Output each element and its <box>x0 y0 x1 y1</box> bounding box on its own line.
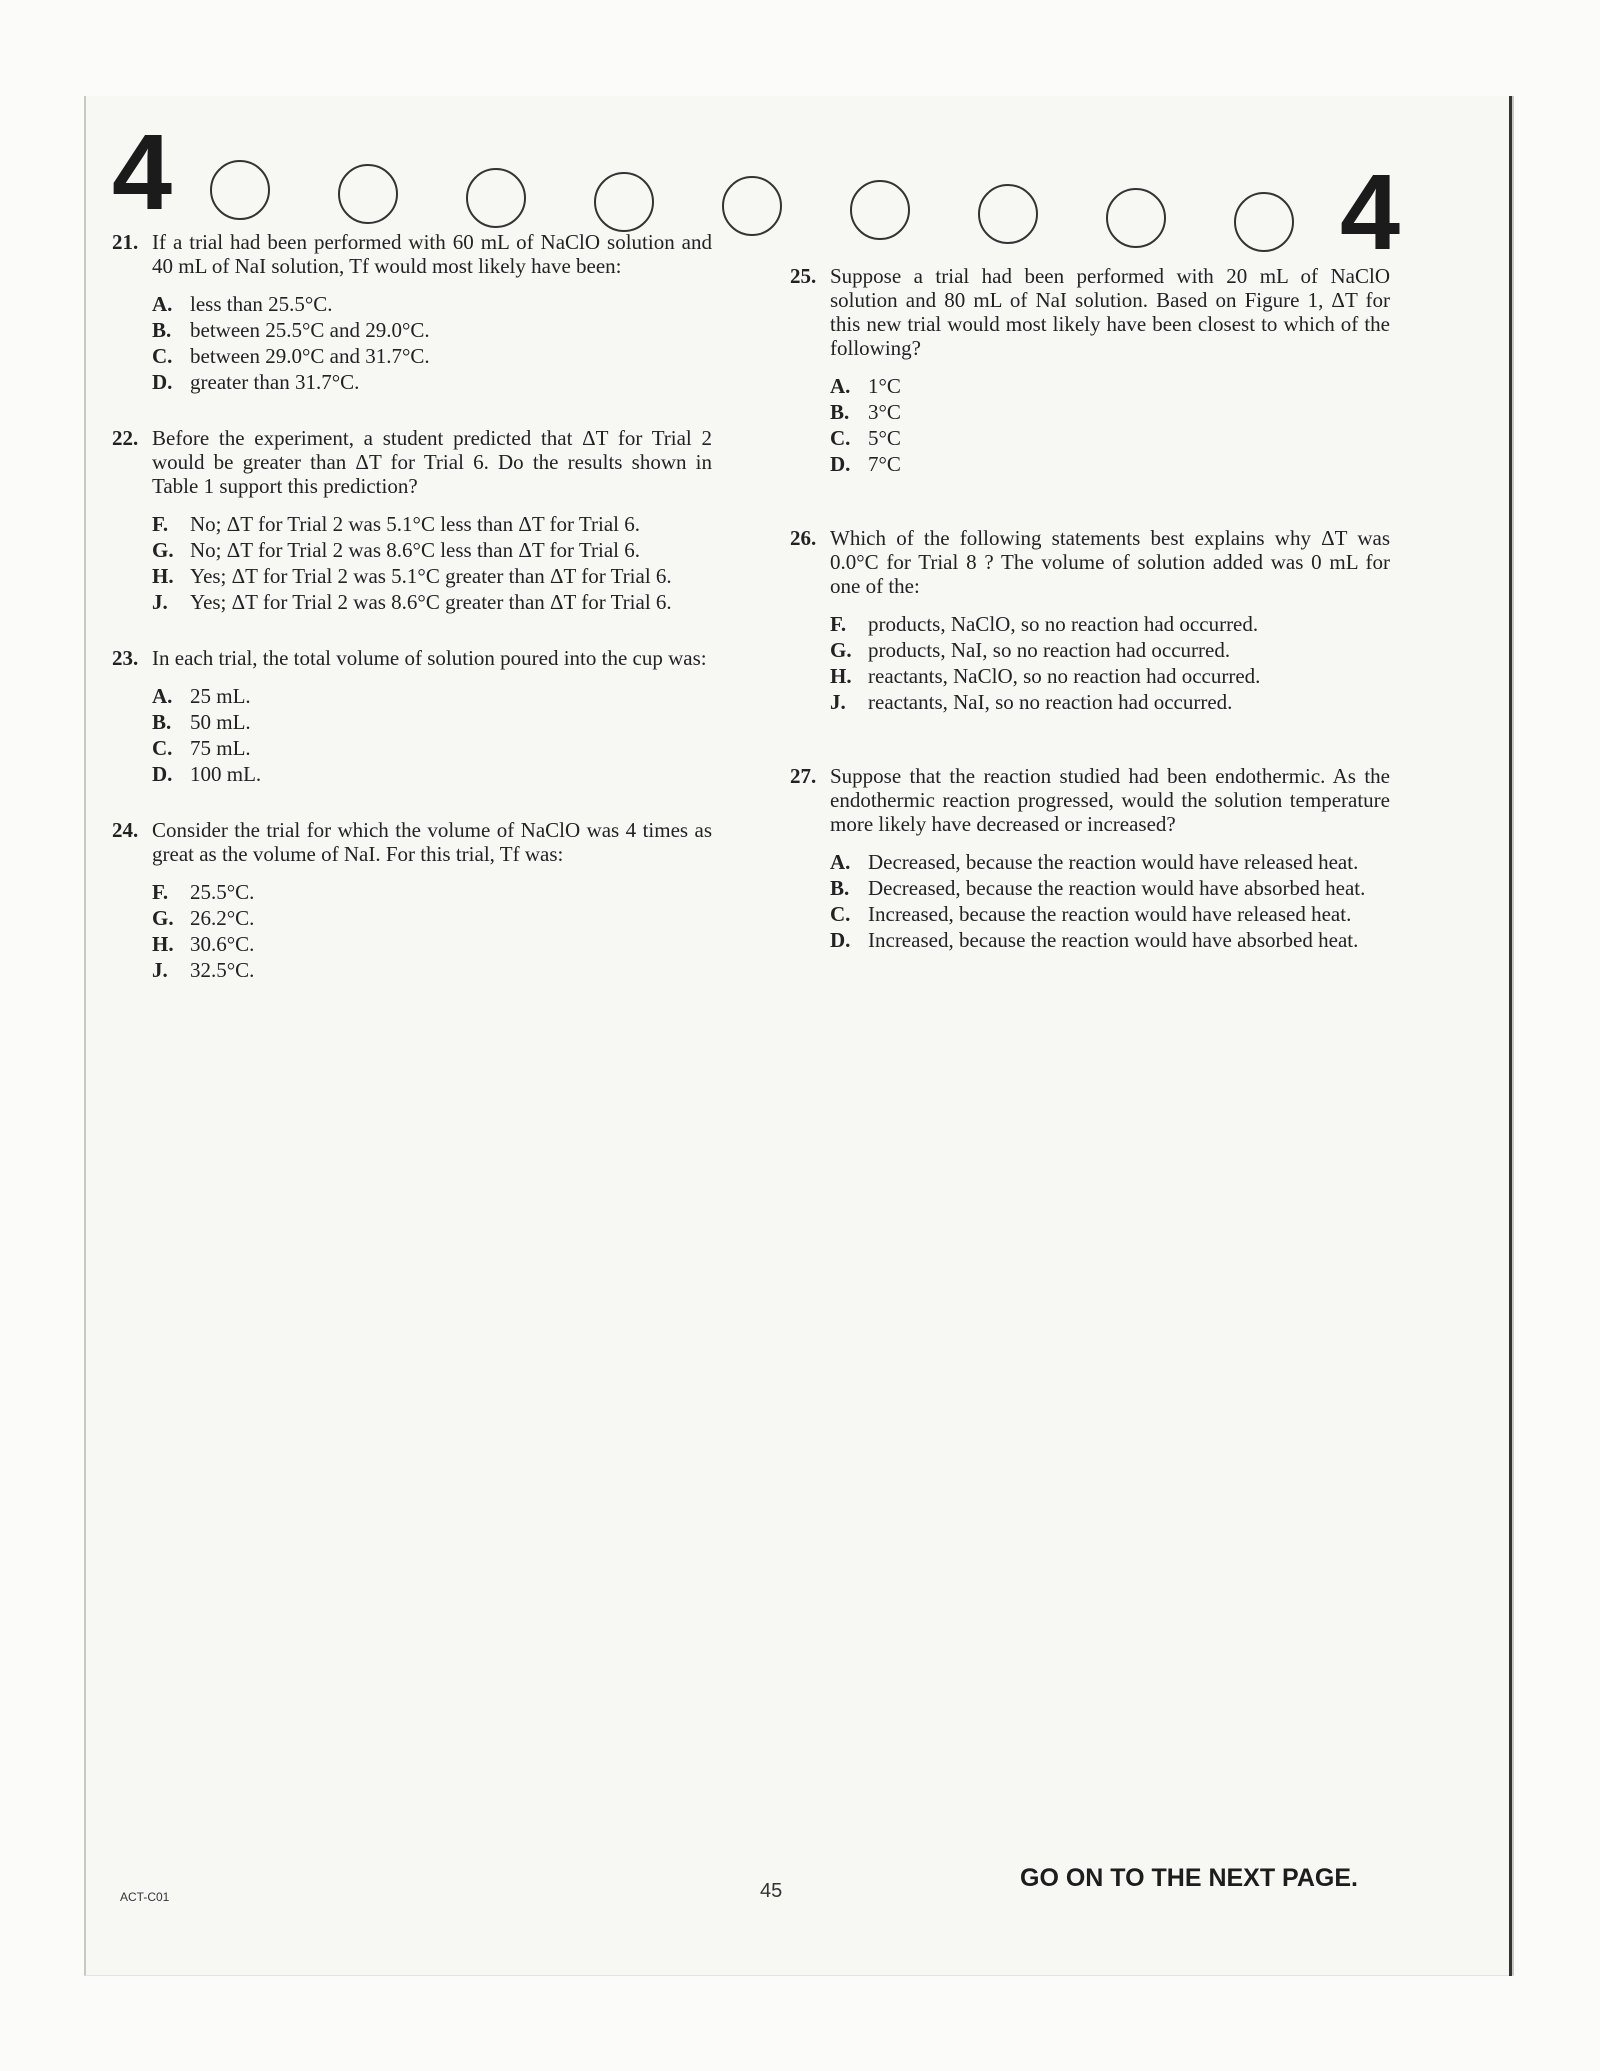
question-24 <box>112 818 712 982</box>
choice-letter: B. <box>830 876 850 900</box>
answer-choice[interactable] <box>152 762 712 786</box>
choice-text: between 29.0°C and 31.7°C. <box>190 344 430 368</box>
choice-text: Yes; ΔT for Trial 2 was 5.1°C greater than ΔT for Trial 6. <box>190 564 672 588</box>
choice-text: greater than 31.7°C. <box>190 370 360 394</box>
choice-text: products, NaClO, so no reaction had occurred. <box>868 612 1259 636</box>
header-circle <box>1234 192 1294 252</box>
header-circle <box>594 172 654 232</box>
choice-letter: C. <box>830 902 851 926</box>
choice-text: 3°C <box>868 400 901 424</box>
question-number: 26. <box>790 526 817 550</box>
choice-text: reactants, NaClO, so no reaction had occurred. <box>868 664 1261 688</box>
answer-choices <box>830 612 1390 714</box>
choice-text: Decreased, because the reaction would have released heat. <box>868 850 1359 874</box>
choice-text: 30.6°C. <box>190 932 255 956</box>
header-circle <box>210 160 270 220</box>
choice-letter: B. <box>152 318 172 342</box>
question-text: Suppose a trial had been performed with 20 mL of NaClO solution and 80 mL of NaI solution. Based on Figure 1, ΔT for this new trial would most likely have been closest to which of the following? <box>830 264 1390 360</box>
answer-choice[interactable] <box>152 564 712 588</box>
question-number: 22. <box>112 426 139 450</box>
answer-choice[interactable] <box>830 452 1390 476</box>
choice-letter: F. <box>152 880 169 904</box>
choice-letter: D. <box>830 452 851 476</box>
question-number: 21. <box>112 230 139 254</box>
answer-choice[interactable] <box>152 370 712 394</box>
choice-letter: G. <box>830 638 852 662</box>
section-number-right: 4 <box>1340 151 1401 272</box>
choice-letter: C. <box>830 426 851 450</box>
answer-choice[interactable] <box>152 590 712 614</box>
answer-choices <box>830 850 1390 952</box>
question-23 <box>112 646 712 786</box>
answer-choice[interactable] <box>830 876 1390 900</box>
question-stem <box>112 426 712 498</box>
choice-letter: G. <box>152 906 174 930</box>
choice-text: 5°C <box>868 426 901 450</box>
choice-letter: F. <box>152 512 169 536</box>
question-stem <box>790 526 1390 598</box>
answer-choice[interactable] <box>830 690 1390 714</box>
answer-choice[interactable] <box>830 638 1390 662</box>
choice-letter: B. <box>830 400 850 424</box>
question-stem <box>790 764 1390 836</box>
answer-choice[interactable] <box>830 374 1390 398</box>
choice-text: Increased, because the reaction would have released heat. <box>868 902 1352 926</box>
choice-letter: A. <box>152 684 173 708</box>
question-26 <box>790 526 1390 714</box>
answer-choice[interactable] <box>152 880 712 904</box>
section-number-left: 4 <box>112 111 173 232</box>
header-circle <box>338 164 398 224</box>
answer-choice[interactable] <box>830 664 1390 688</box>
next-page-instruction: GO ON TO THE NEXT PAGE. <box>1020 1864 1359 1892</box>
answer-choices <box>152 512 712 614</box>
choice-text: 25.5°C. <box>190 880 255 904</box>
right-column <box>790 264 1390 984</box>
header-circle <box>722 176 782 236</box>
choice-letter: A. <box>830 850 851 874</box>
choice-text: 50 mL. <box>190 710 251 734</box>
question-stem <box>112 230 712 278</box>
answer-choice[interactable] <box>152 684 712 708</box>
form-code: ACT-C01 <box>120 1890 170 1904</box>
choice-text: reactants, NaI, so no reaction had occurred. <box>868 690 1233 714</box>
choice-text: No; ΔT for Trial 2 was 5.1°C less than ΔT for Trial 6. <box>190 512 640 536</box>
question-22 <box>112 426 712 614</box>
choice-letter: A. <box>830 374 851 398</box>
question-number: 24. <box>112 818 139 842</box>
header-circle <box>1106 188 1166 248</box>
choice-text: products, NaI, so no reaction had occurred. <box>868 638 1231 662</box>
page-number: 45 <box>760 1880 783 1902</box>
question-stem <box>112 818 712 866</box>
answer-choice[interactable] <box>152 292 712 316</box>
answer-choices <box>152 292 712 394</box>
choice-letter: F. <box>830 612 847 636</box>
choice-letter: H. <box>830 664 852 688</box>
question-21 <box>112 230 712 394</box>
answer-choices <box>830 374 1390 476</box>
answer-choice[interactable] <box>830 612 1390 636</box>
choice-letter: C. <box>152 736 173 760</box>
choice-text: 1°C <box>868 374 901 398</box>
answer-choice[interactable] <box>152 906 712 930</box>
answer-choice[interactable] <box>830 850 1390 874</box>
header-circle <box>850 180 910 240</box>
choice-text: 7°C <box>868 452 901 476</box>
choice-letter: H. <box>152 932 174 956</box>
answer-choice[interactable] <box>152 318 712 342</box>
question-text: Before the experiment, a student predicted that ΔT for Trial 2 would be greater than ΔT for Trial 6. Do the results shown in Table 1 support this prediction? <box>152 426 712 498</box>
answer-choice[interactable] <box>830 928 1390 952</box>
choice-text: between 25.5°C and 29.0°C. <box>190 318 430 342</box>
answer-choice[interactable] <box>152 512 712 536</box>
left-column <box>112 230 712 1014</box>
question-stem <box>112 646 712 670</box>
answer-choice[interactable] <box>152 538 712 562</box>
question-number: 27. <box>790 764 817 788</box>
answer-choices <box>152 684 712 786</box>
answer-choice[interactable] <box>830 902 1390 926</box>
header-circle <box>466 168 526 228</box>
choice-text: Increased, because the reaction would have absorbed heat. <box>868 928 1359 952</box>
question-stem <box>790 264 1390 360</box>
answer-choices <box>152 880 712 982</box>
choice-text: 100 mL. <box>190 762 262 786</box>
page-edge <box>1509 96 1512 1976</box>
answer-choice[interactable] <box>152 710 712 734</box>
choice-letter: J. <box>152 590 168 614</box>
choice-letter: J. <box>830 690 846 714</box>
choice-letter: B. <box>152 710 172 734</box>
answer-choice[interactable] <box>152 932 712 956</box>
question-number: 25. <box>790 264 817 288</box>
choice-text: No; ΔT for Trial 2 was 8.6°C less than ΔT for Trial 6. <box>190 538 640 562</box>
choice-letter: A. <box>152 292 173 316</box>
choice-text: Decreased, because the reaction would have absorbed heat. <box>868 876 1366 900</box>
question-number: 23. <box>112 646 139 670</box>
choice-letter: G. <box>152 538 174 562</box>
choice-letter: D. <box>152 370 173 394</box>
choice-letter: J. <box>152 958 168 982</box>
question-text: Which of the following statements best explains why ΔT was 0.0°C for Trial 8 ? The volume of solution added was 0 mL for one of the: <box>830 526 1390 598</box>
question-text: If a trial had been performed with 60 mL of NaClO solution and 40 mL of NaI solution, Tf would most likely have been: <box>152 230 712 278</box>
choice-letter: H. <box>152 564 174 588</box>
choice-text: 26.2°C. <box>190 906 255 930</box>
question-27 <box>790 764 1390 952</box>
question-text: In each trial, the total volume of solution poured into the cup was: <box>152 646 707 670</box>
choice-text: less than 25.5°C. <box>190 292 333 316</box>
choice-letter: C. <box>152 344 173 368</box>
choice-letter: D. <box>152 762 173 786</box>
choice-text: 25 mL. <box>190 684 251 708</box>
choice-letter: D. <box>830 928 851 952</box>
header-circle <box>978 184 1038 244</box>
answer-choice[interactable] <box>152 736 712 760</box>
answer-choice[interactable] <box>152 344 712 368</box>
answer-choice[interactable] <box>152 958 712 982</box>
answer-choice[interactable] <box>830 426 1390 450</box>
answer-choice[interactable] <box>830 400 1390 424</box>
question-text: Consider the trial for which the volume of NaClO was 4 times as great as the volume of NaI. For this trial, Tf was: <box>152 818 712 866</box>
question-text: Suppose that the reaction studied had been endothermic. As the endothermic reaction progressed, would the solution temperature more likely have decreased or increased? <box>830 764 1390 836</box>
question-25 <box>790 264 1390 476</box>
choice-text: 75 mL. <box>190 736 251 760</box>
choice-text: 32.5°C. <box>190 958 255 982</box>
choice-text: Yes; ΔT for Trial 2 was 8.6°C greater than ΔT for Trial 6. <box>190 590 672 614</box>
